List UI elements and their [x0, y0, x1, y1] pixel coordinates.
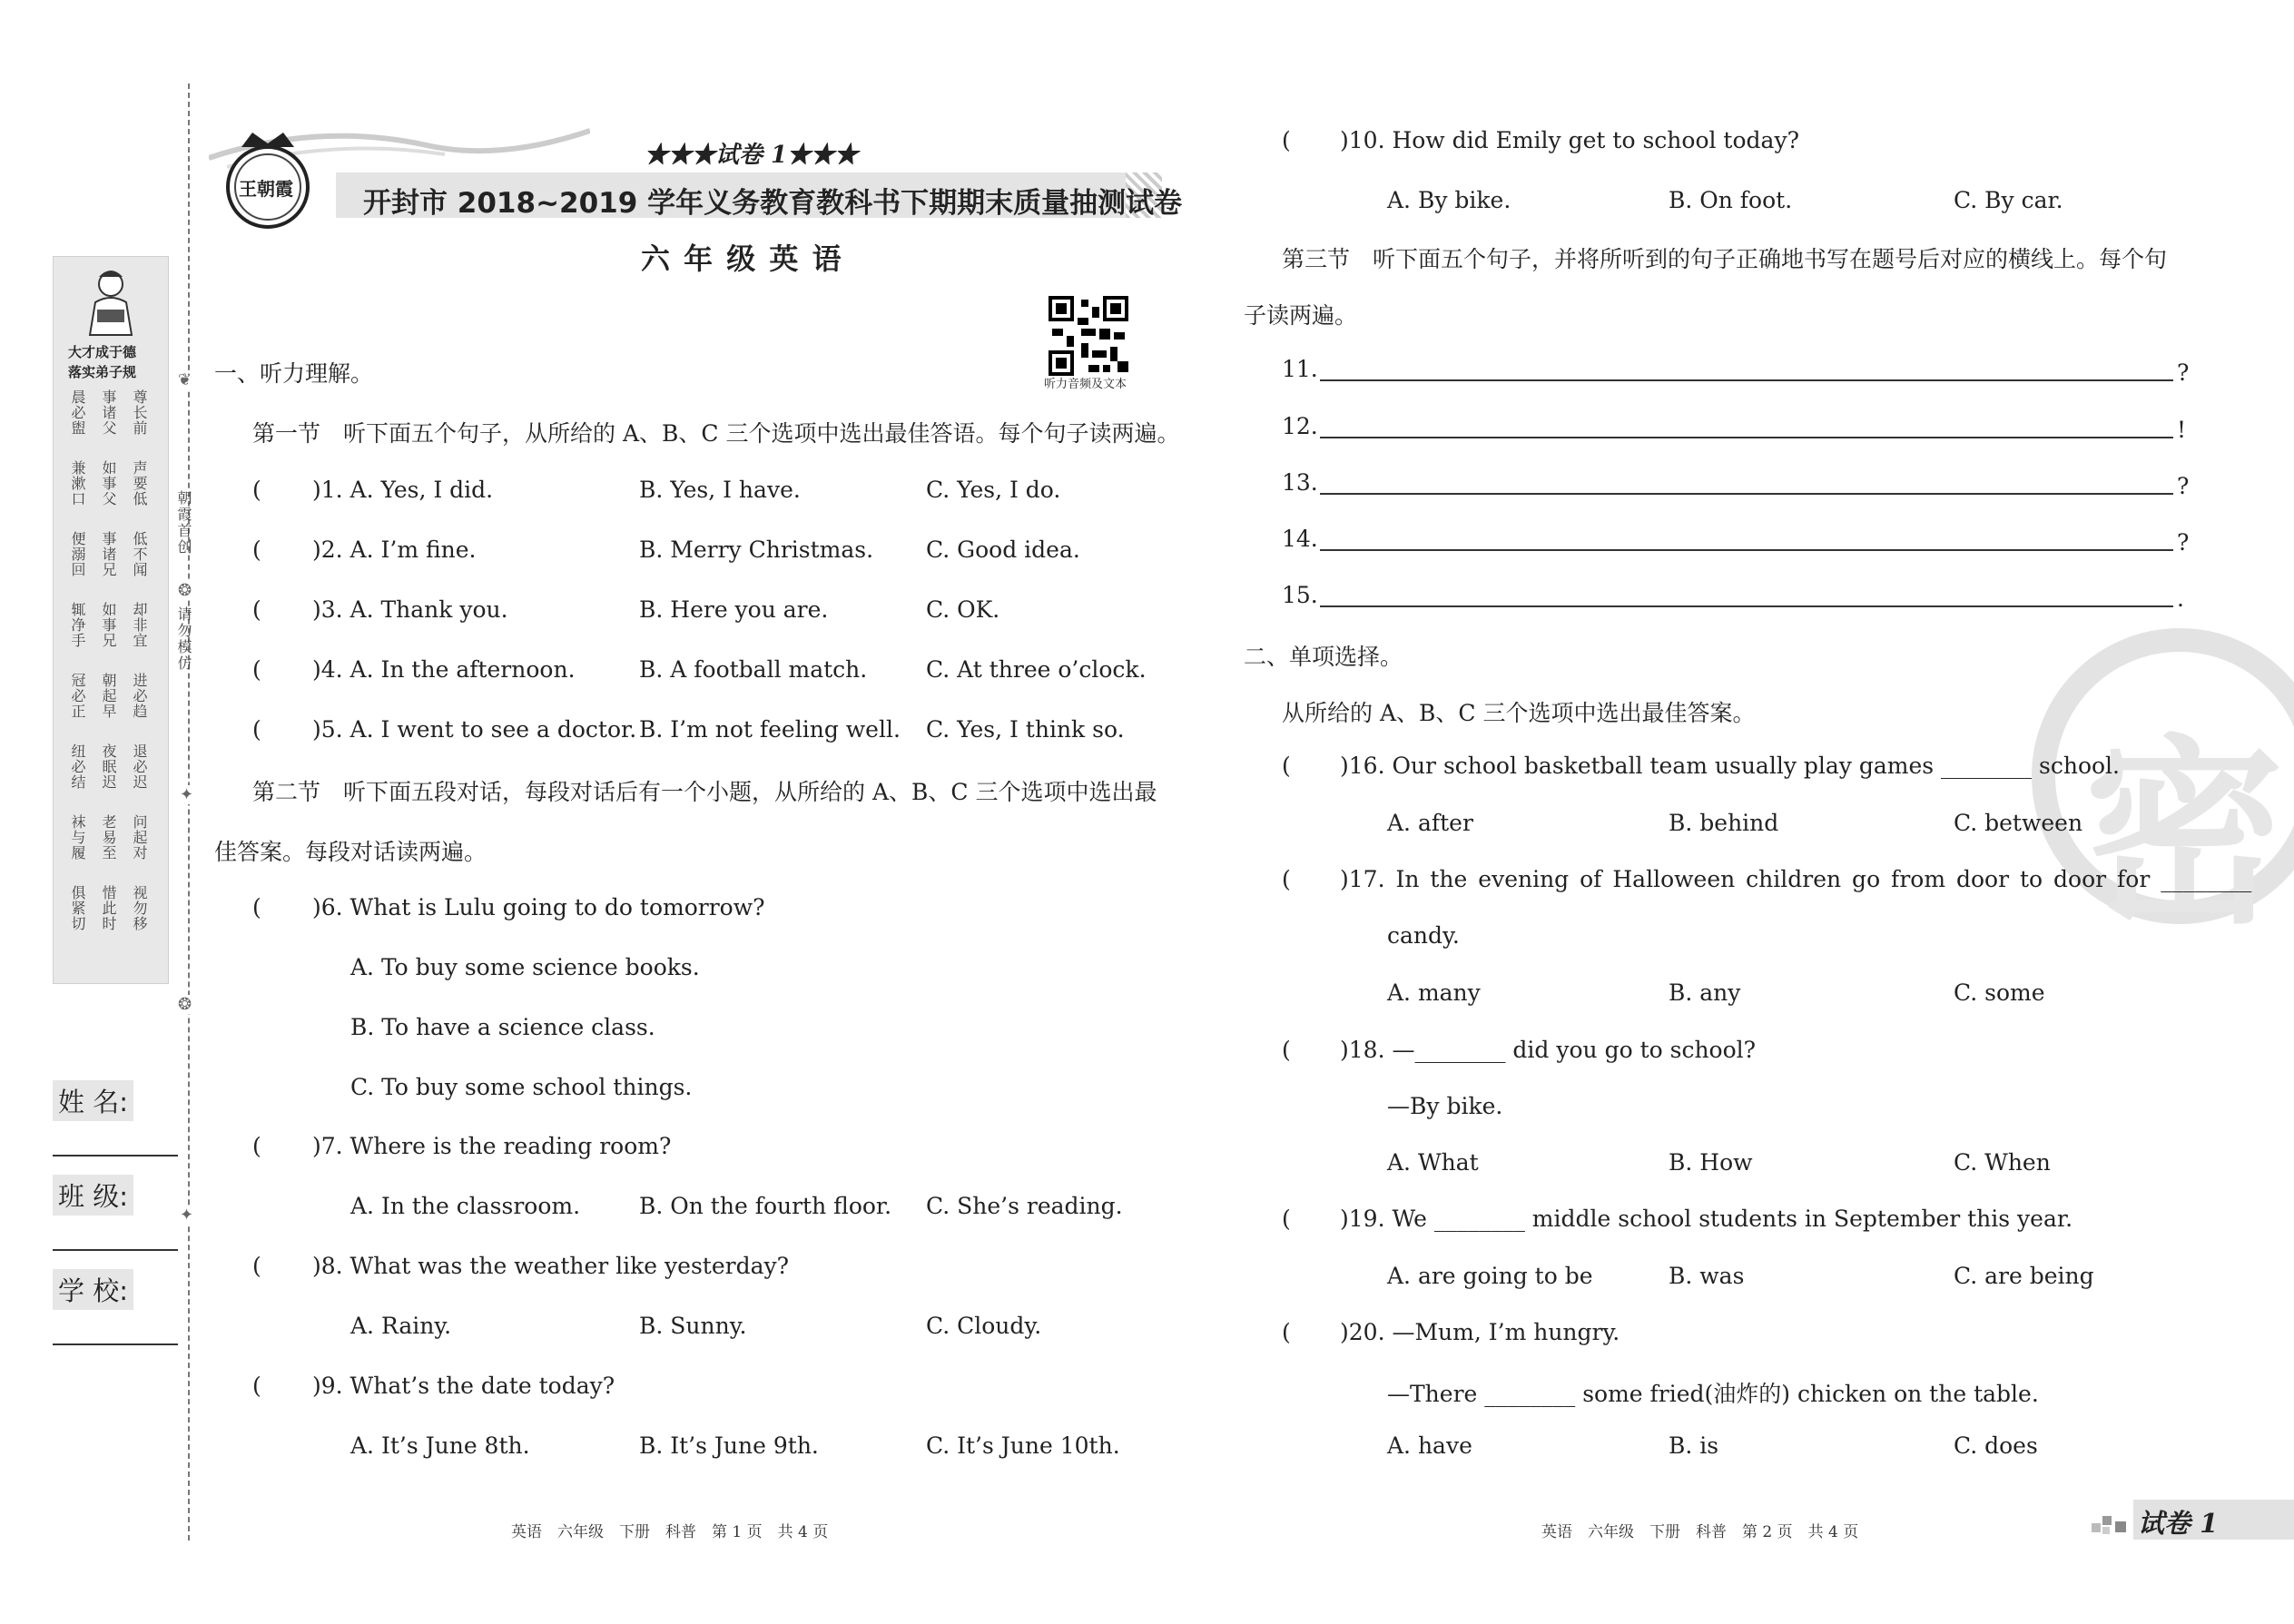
q11-end-mark: ?: [2177, 359, 2190, 386]
q19-paren: (: [1282, 1206, 1291, 1232]
q11-answer-line[interactable]: [1320, 379, 2173, 381]
motto-verse: 夜眠迟: [100, 743, 117, 790]
q1-paren: (: [252, 477, 261, 503]
motto-verse: 如事父: [100, 460, 117, 507]
q1-option-c[interactable]: C. Yes, I do.: [926, 477, 1061, 503]
section3-instructions-2: 子读两遍。: [1244, 302, 1358, 329]
q12-end-mark: !: [2177, 417, 2187, 443]
q18-option-b[interactable]: B. How: [1669, 1149, 1753, 1176]
motto-verse: 朝起早: [100, 673, 117, 719]
q16-option-b[interactable]: B. behind: [1669, 810, 1779, 836]
swirl-icon: ❂: [178, 995, 192, 1014]
q19-stem: )19. We ________ middle school students in September this year.: [1340, 1206, 2073, 1232]
q8-option-c[interactable]: C. Cloudy.: [926, 1313, 1042, 1339]
q4-paren: (: [252, 656, 261, 683]
motto-top: 大才成于德: [68, 344, 137, 360]
q9-option-b[interactable]: B. It’s June 9th.: [639, 1432, 819, 1459]
q8-option-a[interactable]: A. Rainy.: [350, 1313, 452, 1339]
q7-stem: )7. Where is the reading room?: [312, 1133, 672, 1159]
q17-paren: (: [1282, 866, 1291, 892]
q2-paren: (: [252, 536, 261, 563]
q3-option-c[interactable]: C. OK.: [926, 596, 1000, 623]
q7-option-a[interactable]: A. In the classroom.: [350, 1193, 581, 1219]
paper-label-pattern: [2092, 1511, 2132, 1534]
swirl-icon: ❂: [178, 581, 192, 600]
q9-option-a[interactable]: A. It’s June 8th.: [350, 1432, 530, 1459]
motto-verse: 兼漱口: [69, 460, 86, 507]
q9-paren: (: [252, 1373, 261, 1399]
vertical-note-2: 请勿模仿: [175, 606, 192, 672]
ornament-icon: ✦: [180, 785, 194, 804]
q10-paren: (: [1282, 127, 1291, 153]
q4-option-a[interactable]: )4. A. In the afternoon.: [312, 656, 576, 683]
q2-option-a[interactable]: )2. A. I’m fine.: [312, 536, 477, 563]
q20-option-b[interactable]: B. is: [1669, 1432, 1719, 1459]
motto-verse: 视勿移: [131, 885, 148, 931]
scholar-figure-icon: [79, 264, 143, 337]
class-field[interactable]: [53, 1249, 178, 1251]
q5-option-a[interactable]: )5. A. I went to see a doctor.: [312, 716, 637, 743]
qr-code[interactable]: [1049, 296, 1128, 376]
paper-label: 试卷 1: [2138, 1508, 2219, 1539]
q16-paren: (: [1282, 753, 1291, 779]
section1-instructions: 第一节 听下面五个句子，从所给的 A、B、C 三个选项中选出最佳答语。每个句子读两遍。: [252, 420, 1180, 447]
q19-option-b[interactable]: B. was: [1669, 1263, 1745, 1289]
q3-paren: (: [252, 596, 261, 623]
q12-number: 12.: [1282, 413, 1318, 439]
q17-stem-cont: candy.: [1387, 922, 1460, 949]
vertical-note-1: 朝霞首创: [175, 490, 192, 556]
subject-title: 六 年 级 英 语: [641, 241, 843, 276]
name-label: 姓 名:: [53, 1080, 133, 1121]
q20-paren: (: [1282, 1319, 1291, 1345]
motto-bottom: 落实弟子规: [68, 364, 137, 380]
motto-verse: 事诸父: [100, 389, 117, 436]
q15-end-mark: .: [2177, 586, 2184, 612]
q7-paren: (: [252, 1133, 261, 1159]
q1-option-b[interactable]: B. Yes, I have.: [639, 477, 801, 503]
q8-option-b[interactable]: B. Sunny.: [639, 1313, 747, 1339]
motto-verse: 俱紧切: [69, 885, 86, 931]
part2-title: 二、单项选择。: [1244, 644, 1403, 670]
q2-option-c[interactable]: C. Good idea.: [926, 536, 1080, 563]
q13-answer-line[interactable]: [1320, 493, 2173, 495]
q14-answer-line[interactable]: [1320, 549, 2173, 551]
school-label: 学 校:: [53, 1269, 133, 1310]
q5-option-b[interactable]: B. I’m not feeling well.: [639, 716, 901, 743]
q20-option-c[interactable]: C. does: [1954, 1432, 2038, 1459]
qr-caption: 听力音频及文本: [1044, 378, 1127, 391]
q20-option-a[interactable]: A. have: [1387, 1432, 1472, 1459]
section2-instructions-1: 第二节 听下面五段对话，每段对话后有一个小题，从所给的 A、B、C 三个选项中选出最: [252, 779, 1157, 805]
motto-verse: 冠必正: [69, 673, 86, 719]
motto-verse: 退必迟: [131, 743, 148, 790]
ornament-icon: ✦: [180, 1206, 194, 1225]
q8-paren: (: [252, 1253, 261, 1279]
q14-end-mark: ?: [2177, 529, 2190, 556]
q10-option-b[interactable]: B. On foot.: [1669, 187, 1793, 213]
binding-line: [188, 84, 190, 1540]
motto-verse: 惜此时: [100, 885, 117, 931]
motto-verse: 尊长前: [131, 389, 148, 436]
q5-paren: (: [252, 716, 261, 743]
q2-option-b[interactable]: B. Merry Christmas.: [639, 536, 874, 563]
left-page-footer: 英语 六年级 下册 科普 第 1 页 共 4 页: [511, 1523, 829, 1541]
motto-verse: 晨必盥: [69, 389, 86, 436]
motto-verse: 问起对: [131, 814, 148, 861]
q15-answer-line[interactable]: [1320, 605, 2173, 607]
motto-verse: 袜与履: [69, 814, 86, 861]
q18-reply: —By bike.: [1387, 1093, 1503, 1119]
motto-verse: 低不闻: [131, 531, 148, 577]
q10-option-a[interactable]: A. By bike.: [1387, 187, 1511, 213]
q4-option-c[interactable]: C. At three o’clock.: [926, 656, 1147, 683]
motto-verse: 如事兄: [100, 602, 117, 648]
q10-stem: )10. How did Emily get to school today?: [1340, 127, 1799, 153]
section2-instructions-2: 佳答案。每段对话读两遍。: [214, 839, 487, 865]
q19-option-a[interactable]: A. are going to be: [1387, 1263, 1593, 1289]
q19-option-c[interactable]: C. are being: [1954, 1263, 2094, 1289]
q13-end-mark: ?: [2177, 473, 2190, 499]
q5-option-c[interactable]: C. Yes, I think so.: [926, 716, 1125, 743]
q16-option-c[interactable]: C. between: [1954, 810, 2083, 836]
q14-number: 14.: [1282, 526, 1318, 552]
q7-option-b[interactable]: B. On the fourth floor.: [639, 1193, 892, 1219]
motto-verse: 辄净手: [69, 602, 86, 648]
q16-stem: )16. Our school basketball team usually play games ________ school.: [1340, 753, 2120, 779]
motto-verse: 事诸兄: [100, 531, 117, 577]
part1-title: 一、听力理解。: [214, 360, 374, 387]
q18-option-c[interactable]: C. When: [1954, 1149, 2051, 1176]
q11-number: 11.: [1282, 356, 1318, 382]
q17-option-a[interactable]: A. many: [1387, 979, 1481, 1006]
q9-option-c[interactable]: C. It’s June 10th.: [926, 1432, 1120, 1459]
q13-number: 13.: [1282, 469, 1318, 496]
q6-option-b[interactable]: B. To have a science class.: [350, 1014, 655, 1040]
q4-option-b[interactable]: B. A football match.: [639, 656, 868, 683]
q20-stem: )20. —Mum, I’m hungry.: [1340, 1319, 1620, 1345]
section3-instructions-1: 第三节 听下面五个句子，并将所听到的句子正确地书写在题号后对应的横线上。每个句: [1282, 246, 2168, 272]
q16-option-a[interactable]: A. after: [1387, 810, 1473, 836]
school-field[interactable]: [53, 1343, 178, 1345]
q6-stem: )6. What is Lulu going to do tomorrow?: [312, 894, 765, 920]
paper-tag: ★★★试卷 1★★★: [645, 142, 859, 169]
q1-option-a[interactable]: )1. A. Yes, I did.: [312, 477, 494, 503]
q6-paren: (: [252, 894, 261, 920]
q3-option-a[interactable]: )3. A. Thank you.: [312, 596, 508, 623]
q10-option-c[interactable]: C. By car.: [1954, 187, 2063, 213]
motto-verse: 便溺回: [69, 531, 86, 577]
class-label: 班 级:: [53, 1175, 133, 1216]
part2-instructions: 从所给的 A、B、C 三个选项中选出最佳答案。: [1282, 700, 1756, 726]
motto-verse: 却非宜: [131, 602, 148, 648]
header-logo: [225, 127, 310, 234]
q20-reply: —There ________ some fried(油炸的) chicken on the table.: [1387, 1381, 2039, 1407]
q6-option-c[interactable]: C. To buy some school things.: [350, 1074, 693, 1100]
motto-verse: 进必趋: [131, 673, 148, 719]
q18-option-a[interactable]: A. What: [1387, 1149, 1479, 1176]
motto-verse: 老易至: [100, 814, 117, 861]
name-field[interactable]: [53, 1155, 178, 1156]
watermark-char: 密: [2084, 718, 2285, 950]
q17-option-c[interactable]: C. some: [1954, 979, 2045, 1006]
motto-verse: 纽必结: [69, 743, 86, 790]
q3-option-b[interactable]: B. Here you are.: [639, 596, 829, 623]
exam-title: 开封市 2018~2019 学年义务教育教科书下期期末质量抽测试卷: [363, 187, 1183, 220]
q15-number: 15.: [1282, 582, 1318, 608]
q6-option-a[interactable]: A. To buy some science books.: [350, 954, 700, 980]
motto-verse: 声要低: [131, 460, 148, 507]
q18-stem: )18. —________ did you go to school?: [1340, 1037, 1757, 1063]
ornament-icon: ❦: [178, 370, 192, 389]
q18-paren: (: [1282, 1037, 1291, 1063]
q17-option-b[interactable]: B. any: [1669, 979, 1741, 1006]
q17-stem: )17. In the evening of Halloween children go from door to door for ________: [1340, 866, 2252, 892]
q12-answer-line[interactable]: [1320, 437, 2173, 438]
q9-stem: )9. What’s the date today?: [312, 1373, 615, 1399]
logo-text: 王朝霞: [239, 178, 293, 200]
sidebar-motto-panel: [53, 256, 169, 984]
q8-stem: )8. What was the weather like yesterday?: [312, 1253, 790, 1279]
right-page-footer: 英语 六年级 下册 科普 第 2 页 共 4 页: [1541, 1523, 1859, 1541]
q7-option-c[interactable]: C. She’s reading.: [926, 1193, 1123, 1219]
